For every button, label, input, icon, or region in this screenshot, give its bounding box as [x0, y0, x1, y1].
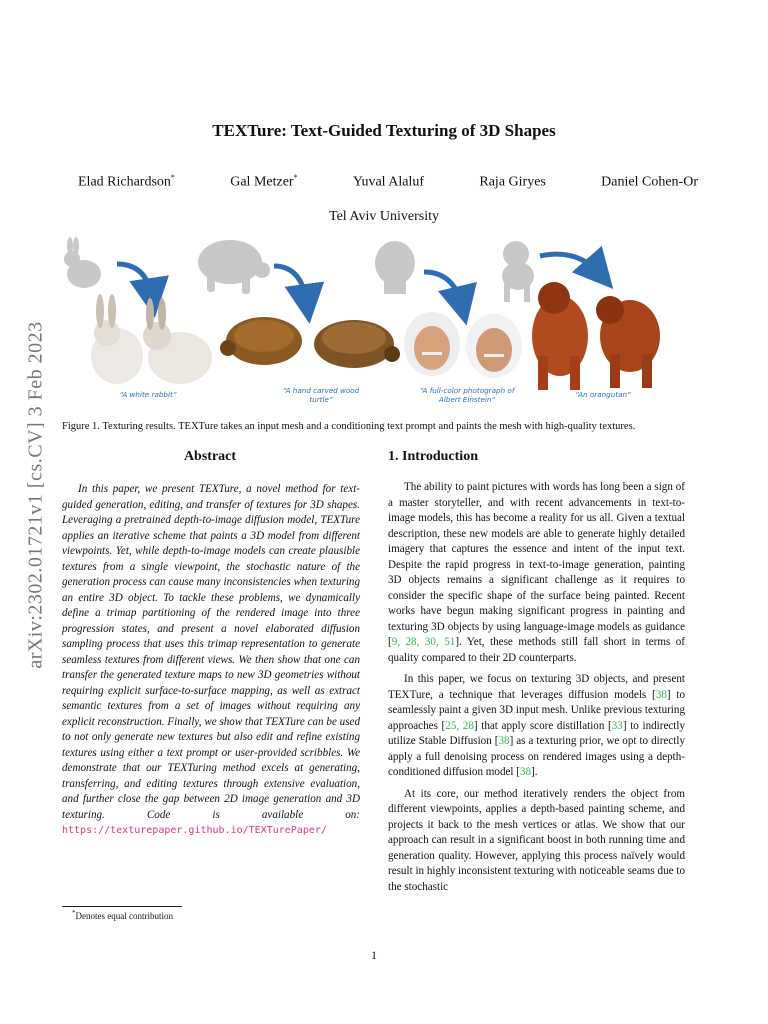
affiliation: Tel Aviv University	[329, 209, 439, 224]
footnote: *Denotes equal contribution	[72, 909, 173, 921]
prompt-label: “A white rabbit”	[119, 390, 177, 399]
arxiv-id: arXiv:2302.01721v1 [cs.CV] 3 Feb 2023	[24, 321, 47, 669]
orangutan-mesh	[502, 241, 534, 302]
citation-link[interactable]: 38	[498, 735, 510, 747]
author: Gal Metzer*	[230, 173, 298, 190]
page-number: 1	[371, 948, 377, 962]
rabbit-textured-1	[91, 294, 143, 384]
rabbit-textured-2	[143, 298, 212, 384]
rabbit-mesh	[64, 237, 101, 288]
intro-paragraph: In this paper, we focus on texturing 3D objects, and present TEXTure, a technique that leverages diffusion models [38] to seamlessly paint a given 3D input mesh. Unlike previous texturing approaches [25, 28] that apply score distillation [33] to indirectly utilize Stable Diffusion [38] as a texturing prior, we opt to directly apply a full denoising process on rendered images using a depth-conditioned diffusion model [38].	[388, 673, 686, 778]
prompt-label: “An orangutan”	[575, 390, 631, 399]
einstein-textured-2	[466, 314, 522, 378]
citation-link[interactable]: 38	[655, 688, 667, 701]
author-list	[78, 173, 698, 191]
author: Elad Richardson*	[78, 173, 175, 190]
intro-heading: 1. Introduction	[388, 449, 478, 464]
arrow-icon	[274, 266, 307, 304]
citation-link[interactable]: 38	[519, 766, 532, 778]
intro-paragraph: The ability to paint pictures with words has long been a sign of a master storyteller, and with recent advancements in text-to-image models, this has become a reality for us all. Given a textual description, these new models are able to generate highly detailed imagery that captures the essence and intent of the input text. Despite the rapid progress in text-to-image generation, painting 3D objects remains a significant challenge as it requires to consider the specific shape of the surface being painted. Recent works have begun making significant progress in painting and texturing 3D objects by using language-image models as guidance [9, 28, 30, 51]. Yet, these methods still fall short in terms of quality compared to their 2D counterparts.	[388, 481, 686, 664]
figure-caption: Figure 1. Texturing results. TEXTure takes an input mesh and a conditioning text prompt and paints the mesh with high-quality textures.	[62, 421, 636, 432]
prompt-label: “A full-color photograph of Albert Einstein”	[419, 386, 515, 404]
prompt-label: “A hand carved wood turtle”	[282, 386, 360, 404]
author: Raja Giryes	[479, 174, 546, 190]
arrow-icon	[117, 264, 152, 298]
arrow-icon	[424, 272, 462, 306]
head-mesh	[375, 241, 415, 294]
turtle-textured-1	[220, 317, 302, 365]
arrow-icon	[540, 254, 600, 274]
paper-title: TEXTure: Text-Guided Texturing of 3D Shapes	[212, 121, 556, 140]
figure-illustration	[62, 236, 682, 408]
citation-link[interactable]: 33	[611, 719, 623, 732]
orangutan-textured-2	[596, 296, 660, 388]
citation-link[interactable]: 9, 28, 30, 51	[391, 636, 456, 648]
footnote-rule	[62, 906, 182, 907]
intro-body	[388, 480, 685, 901]
intro-paragraph: At its core, our method iteratively renders the object from different viewpoints, applies a depth-based painting scheme, and projects it back to the mesh vertices or atlas. We show that our approach can result in a significant boost in both running time and generation quality. However, applying this process naïvely would result in highly inconsistent texturing with noticeable seams due to the stochastic	[388, 787, 685, 893]
abstract-body	[62, 482, 360, 839]
project-link[interactable]: https://texturepaper.github.io/TEXTurePaper/	[62, 825, 327, 836]
arxiv-sidebar	[16, 275, 56, 715]
einstein-textured-1	[404, 312, 460, 376]
abstract-heading: Abstract	[183, 449, 237, 464]
citation-link[interactable]: 25, 28	[445, 719, 474, 732]
orangutan-textured-1	[532, 282, 588, 390]
author: Yuval Alaluf	[352, 174, 425, 190]
turtle-textured-2	[314, 320, 400, 368]
teaser-figure	[62, 236, 682, 408]
abstract-text: In this paper, we present TEXTure, a novel method for text-guided generation, editing, and transfer of textures for 3D shapes. Leveraging a pretrained depth-to-image diffusion model, TEXTure applies an iterative scheme that paints a 3D model from different viewpoints. Yet, while depth-to-image models can create plausible textures from a single viewpoint, the stochastic nature of the generation process can cause many inconsistencies when texturing an entire 3D object. To tackle these problems, we dynamically define a trimap partitioning of the rendered image into three progression states, and present a novel elaborated diffusion sampling process that uses this trimap representation to generate seamless textures from different views. We then show that one can transfer the generated texture maps to new 3D geometries without requiring explicit surface-to-surface mapping, as well as extract semantic textures from a set of images without requiring any explicit reconstruction. Finally, we show that TEXTure can be used to not only generate new textures but also edit and refine existing textures using either a text prompt or user-provided scribbles. We demonstrate that our TEXTuring method excels at generating, transferring, and editing textures through extensive evaluation, and further close the gap between 2D image generation and 3D texturing. Code is available on:	[62, 483, 360, 821]
author: Daniel Cohen-Or	[601, 174, 698, 190]
turtle-mesh	[198, 240, 270, 294]
